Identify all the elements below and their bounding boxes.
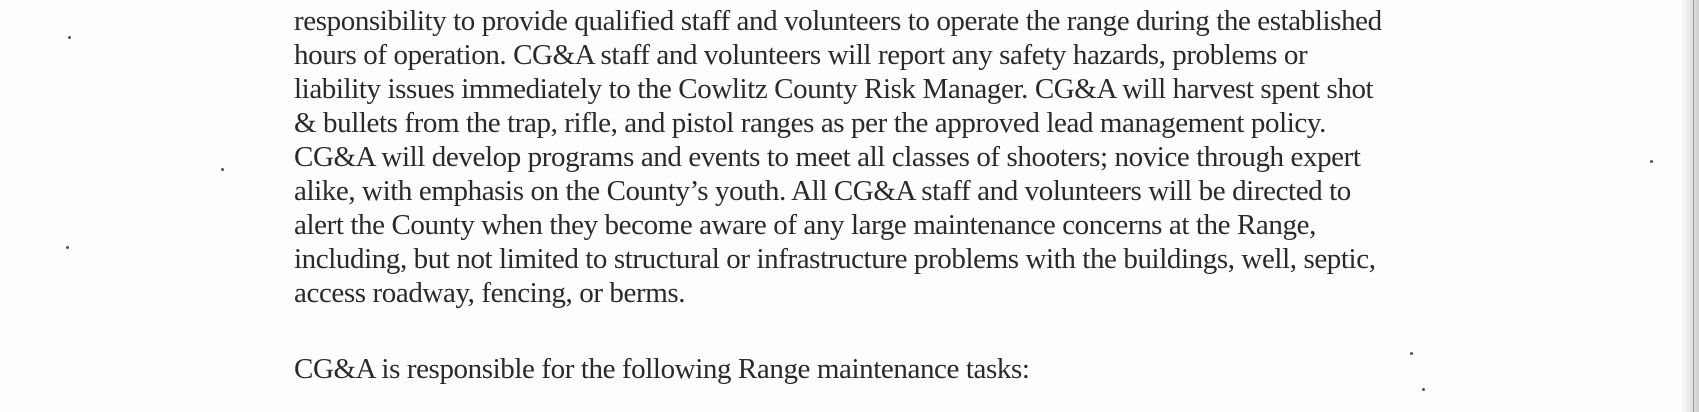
- paragraph-line: including, but not limited to structural or infrastructure problems with the buildings, well, septic,: [294, 243, 1376, 275]
- paragraph-line: alert the County when they become aware of any large maintenance concerns at the Range,: [294, 209, 1316, 241]
- page-edge-line: [1693, 0, 1694, 412]
- paragraph-line: alike, with emphasis on the County’s youth. All CG&A staff and volunteers will be directed to: [294, 175, 1351, 207]
- paragraph-line: & bullets from the trap, rifle, and pistol ranges as per the approved lead management policy.: [294, 107, 1326, 139]
- scan-speck: [66, 246, 69, 249]
- paragraph-line: hours of operation. CG&A staff and volunteers will report any safety hazards, problems or: [294, 39, 1308, 71]
- paragraph-line: responsibility to provide qualified staff and volunteers to operate the range during the established: [294, 5, 1382, 37]
- paragraph-line: access roadway, fencing, or berms.: [294, 277, 686, 309]
- scan-speck: [1410, 352, 1413, 355]
- tasks-heading: CG&A is responsible for the following Range maintenance tasks:: [294, 353, 1030, 385]
- page-edge-shadow: [1681, 0, 1699, 412]
- scan-speck: [221, 168, 224, 171]
- paragraph-line: liability issues immediately to the Cowlitz County Risk Manager. CG&A will harvest spent shot: [294, 73, 1374, 105]
- scan-speck: [1422, 388, 1425, 391]
- scan-speck: [68, 36, 71, 39]
- scan-speck: [1650, 160, 1653, 163]
- paragraph-line: CG&A will develop programs and events to meet all classes of shooters; novice through expert: [294, 141, 1361, 173]
